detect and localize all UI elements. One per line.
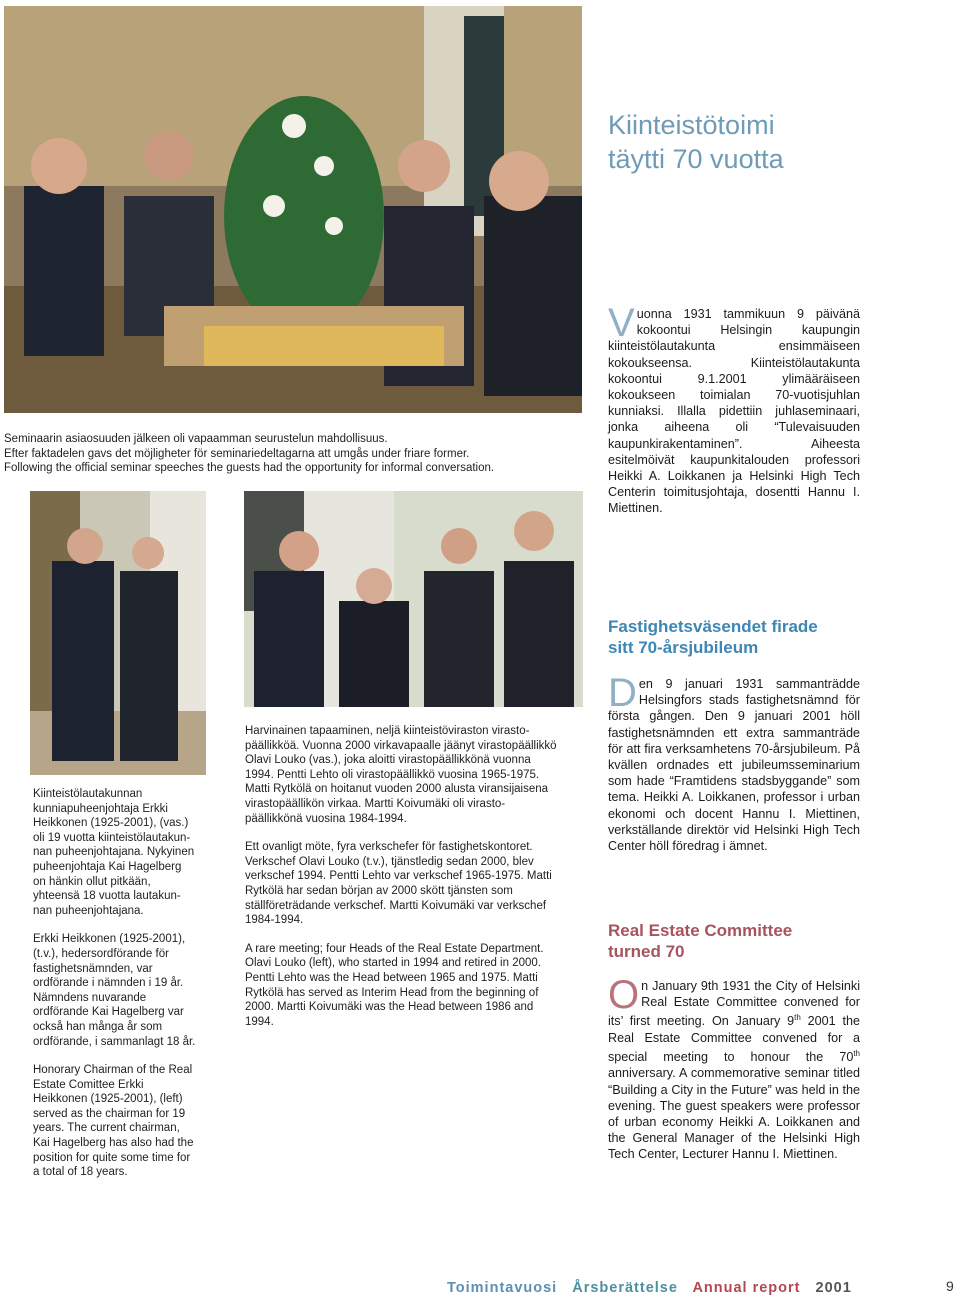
swedish-heading: Fastighetsväsendet firade sitt 70-årsjubileum <box>608 617 818 657</box>
footer <box>447 1280 862 1296</box>
superscript-th-2: th <box>853 1049 860 1058</box>
buffet-reception-photo <box>4 6 582 413</box>
dropcap-v: V <box>608 301 635 345</box>
footer-year: 2001 <box>815 1280 852 1296</box>
superscript-th-1: th <box>794 1013 801 1023</box>
swedish-article-text: en 9 januari 1931 sammanträdde Helsingfors stads fastighetsnämnd för första gången. Den 9 januari 2001 höll fastighetsnämnden ett extra sammanträde för att fira verksamhetens 70-årsjubileum. På kvällen ordnades ett jubileumsseminarium som hade “Framtidens stadsbyggande” som tema. Heikki A. Loikkanen, professor i urban ekonomi och docent Hannu I. Miettinen, verkställande direktör vid Helsinki High Tech Center höll föredrag i ämnet. <box>608 677 860 854</box>
middle-photo-caption <box>245 724 590 1029</box>
finnish-article-text: uonna 1931 tammikuun 9 päivänä kokoontui Helsingin kaupungin kiinteistölautakunta ensimmäiseen kokoukseensa. Kiinteistölautakunta kokoontui 9.1.2001 ylimääräiseen kokoukseen toimialan 70-vuotisjuhlan kunniaksi. Illalla pidettiin juhlaseminaari, jonka aiheena oli “Tulevaisuuden kaupunkirakentaminen”. Aiheesta esitelmöivät kaupunkitalouden professori Heikki A. Loikkanen ja Helsinki High Tech Centerin toimitusjohtaja, dosentti Hannu I. Miettinen. <box>608 307 860 516</box>
footer-sv: Årsberättelse <box>572 1280 678 1296</box>
english-article <box>608 973 860 1163</box>
caption-sv: Efter faktadelen gavs det möjligheter för seminariedeltagarna att umgås under friare former. <box>4 447 470 460</box>
english-article-text-1: n January 9th 1931 the City of Helsinki Real Estate Committee convened for its’ first meeting. On January 9 <box>608 979 860 1029</box>
page-title: Kiinteistötoimi täytti 70 vuotta <box>608 110 784 174</box>
top-photo-caption <box>4 432 584 476</box>
left-photo-caption <box>33 787 223 1180</box>
left-caption-en: Honorary Chairman of the Real Estate Comittee Erkki Heikkonen (1925-2001), (left) served as the chairman for 19 years. The current chairman, Kai Hagelberg has also had the position for quite some time for a total of 18 years. <box>33 1064 194 1179</box>
dropcap-d: D <box>608 671 637 715</box>
middle-caption-fi: Harvinainen tapaaminen, neljä kiinteistöviraston virasto- päällikköä. Vuonna 2000 virkavapaalle jäänyt virastopäällikkö Olavi Louko (vas.), joka aloitti virastopäällikkönä vuonna 1994. Pentti Lehto oli virastopäällikkö vuosina 1965-1975. Matti Rytkölä on hoitanut vuoden 2000 alusta viransijaisena virastopäällikön virkaa. Martti Koivumäki oli virasto- päällikkönä vuosina 1984-1994. <box>245 725 557 825</box>
four-heads-photo <box>244 491 583 707</box>
footer-fi: Toimintavuosi <box>447 1280 558 1296</box>
caption-en: Following the official seminar speeches the guests had the opportunity for informal conversation. <box>4 462 495 475</box>
english-article-text-3: anniversary. A commemorative seminar titled “Building a City in the Future” was held in the evening. The guest speakers were professor of urban economy Heikki A. Loikkanen and the General Manager of the Helsinki High Tech Center, Lecturer Hannu I. Miettinen. <box>608 1066 860 1162</box>
english-article-text-2: 2001 the Real Estate Committee convened for a special meeting to honour the 70 <box>608 1014 860 1065</box>
honorary-chairmen-photo <box>30 491 206 775</box>
dropcap-o: O <box>608 973 640 1017</box>
middle-caption-sv: Ett ovanligt möte, fyra verkschefer för fastighetskontoret. Verkschef Olavi Louko (t.v.), tjänstledig sedan 2000, blev verkschef 1994. Pentti Lehto var verkschef 1965-1975. Matti Rytkölä har sedan början av 2000 skött tjänsten som ställföreträdande verkschef. Martti Koivumäki var verkschef 1984-1994. <box>245 841 552 927</box>
english-heading: Real Estate Committee turned 70 <box>608 921 793 961</box>
finnish-article <box>608 301 860 517</box>
swedish-article <box>608 671 860 854</box>
caption-fi: Seminaarin asiaosuuden jälkeen oli vapaamman seurustelun mahdollisuus. <box>4 433 388 445</box>
footer-en: Annual report <box>692 1280 801 1296</box>
middle-caption-en: A rare meeting; four Heads of the Real Estate Department. Olavi Louko (left), who started in 1994 and retired in 2000. Pentti Lehto was the Head between 1965 and 1975. Matti Rytkölä has served as Interim Head from the beginning of 2000. Martti Koivumäki was the Head between 1986 and 1994. <box>245 942 544 1028</box>
page-number: 9 <box>946 1278 954 1294</box>
left-caption-sv: Erkki Heikkonen (1925-2001), (t.v.), hedersordförande för fastighetsnämnden, var ordförande i nämnden i 19 år. Nämndens nuvarande ordförande Kai Hagelberg var också han många år som ordförande, i sammanlagt 18 år. <box>33 933 196 1048</box>
left-caption-fi: Kiinteistölautakunnan kunniapuheenjohtaja Erkki Heikkonen (1925-2001), (vas.) oli 19 vuotta kiinteistölautakun- nan puheenjohtajana. Nykyinen puheenjohtaja Kai Hagelberg on hänkin ollut pitkään, yhteensä 18 vuotta lautakun- nan puheenjohtajana. <box>33 788 195 917</box>
